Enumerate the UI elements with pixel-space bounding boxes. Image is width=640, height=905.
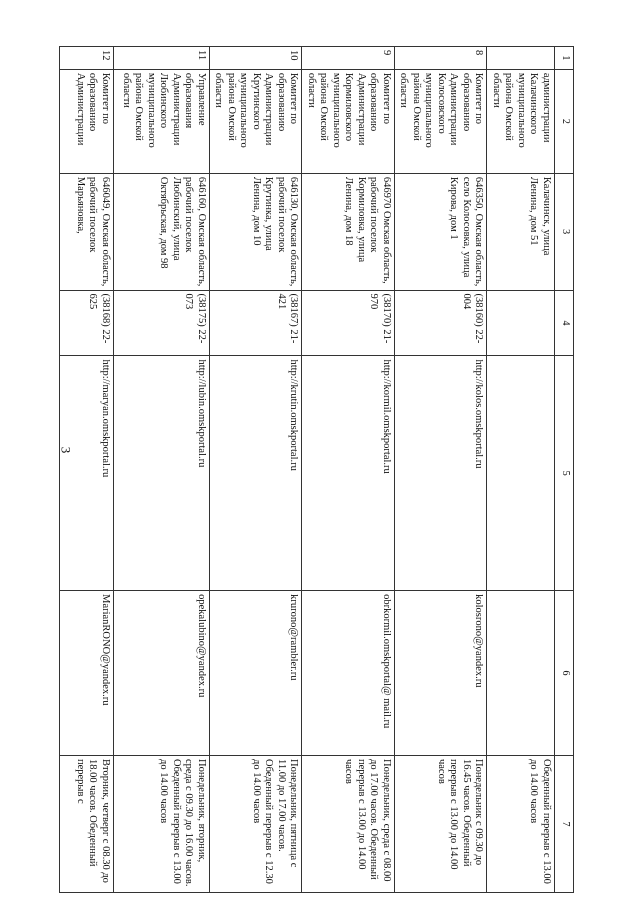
website: http://maryan.omskportal.ru [60,356,114,591]
website: http://kolos.omskportal.ru [395,356,488,591]
phone: (38167) 21-421 [210,290,303,356]
org-name: Комитет по образованию Администрации [60,69,114,173]
address: Калачинск, улица Ленина, дом 51 [487,173,555,290]
org-name: Комитет по образованию Администрации Крутинского муниципального района Омской области [210,69,303,173]
table-row [60,47,114,893]
org-name: Комитет по образованию Администрации Кормиловского муниципального района Омской области [302,69,395,173]
org-name: Управление образования Администрации Любинского муниципального района Омской области [114,69,210,173]
phone: (38168) 22-625 [60,290,114,356]
org-name: администрации Калачинского муниципального района Омской области [487,69,555,173]
working-hours: Вторник, четверг с 08.30 до 18.00 часов. Обеденный перерыв с [60,755,114,892]
rotated-table-holder [72,46,574,893]
page-number: 3 [58,446,74,454]
row-number: 9 [302,47,395,70]
header-cell: 6 [555,591,574,756]
header-cell: 7 [555,755,574,892]
email: obrkormil.omskportal@ mail.ru [302,591,395,756]
email: krurono@rambler.ru [210,591,303,756]
phone: (38160) 22-004 [395,290,488,356]
address: 646160, Омская область, рабочий поселок Любинский, улица Октябрьская, дом 98 [114,173,210,290]
working-hours: Понедельник с 09.30 до 16.45 часов. Обеденный перерыв с 13.00 до 14.00 часов [395,755,488,892]
org-name: Комитет по образованию Администрации Колосовского муниципального района Омской области [395,69,488,173]
row-number: 8 [395,47,488,70]
table-row [487,47,555,893]
table-row [210,47,303,893]
working-hours: Понедельник, среда с 08.00 до 17.00 часов. Обеденный перерыв с 13.00 до 14.00 часов [302,755,395,892]
table-row [302,47,395,893]
table-row [114,47,210,893]
working-hours: Обеденный перерыв с 13.00 до 14.00 часов [487,755,555,892]
address: 646350, Омская область, село Колосовка, улица Кирова, дом 1 [395,173,488,290]
address: 646130, Омская область, рабочий поселок Крутинка, улица Ленина, дом 10 [210,173,303,290]
website: http://krutin.omskportal.ru [210,356,303,591]
table-header-row [555,47,574,893]
email: kolosrono@yandex.ru [395,591,488,756]
header-cell: 3 [555,173,574,290]
table-row [395,47,488,893]
row-number: 12 [60,47,114,70]
working-hours: Понедельник, вторник, среда с 09.30 до 16.00 часов. Обеденный перерыв с 13.00 до 14.00 часов [114,755,210,892]
header-cell: 5 [555,356,574,591]
phone: (38175) 22-073 [114,290,210,356]
header-cell: 1 [555,47,574,70]
website: http://kormil.omskportal.ru [302,356,395,591]
header-cell: 4 [555,290,574,356]
email: opekalubino@yandex.ru [114,591,210,756]
email [487,591,555,756]
website [487,356,555,591]
phone [487,290,555,356]
institutions-table [59,46,574,893]
header-cell: 2 [555,69,574,173]
working-hours: Понедельник, пятница с 11.00 до 17.00 часов. Обеденный перерыв с 12.30 до 14.00 часов [210,755,303,892]
website: http://lubin.omskportal.ru [114,356,210,591]
table-sheet [72,46,574,893]
row-number [487,47,555,70]
address: 646970 Омская область, рабочий поселок Кормиловка, улица Ленина, дом 18 [302,173,395,290]
address: 646049, Омская область, рабочий поселок Марьяновка, [60,173,114,290]
row-number: 10 [210,47,303,70]
phone: (38170) 21-970 [302,290,395,356]
row-number: 11 [114,47,210,70]
email: MarianRONO@yandex.ru [60,591,114,756]
